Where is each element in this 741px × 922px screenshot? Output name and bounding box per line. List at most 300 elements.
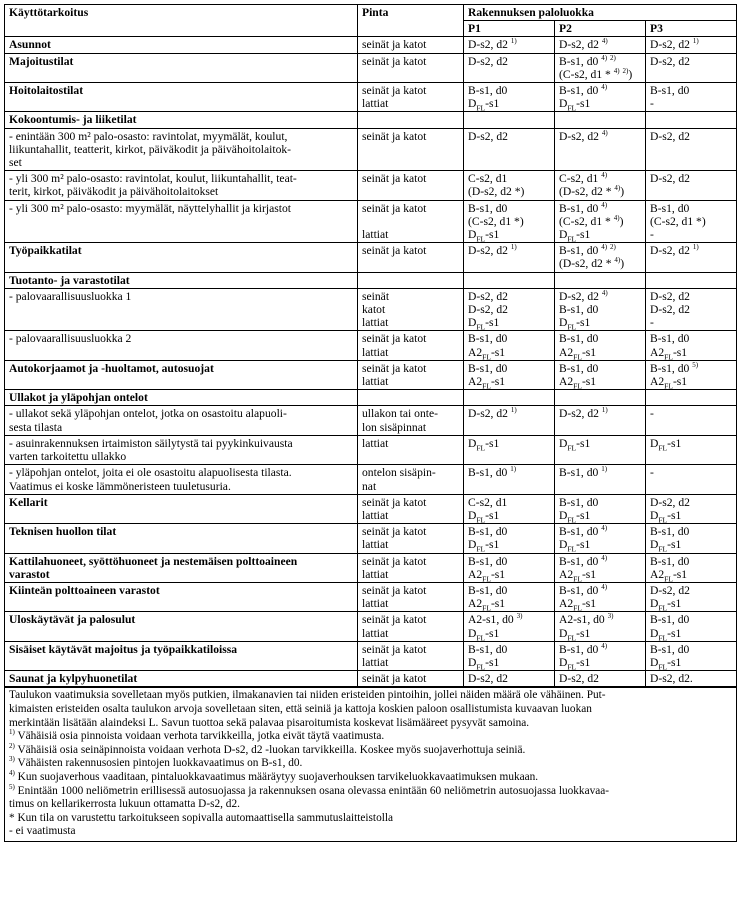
- p3-cell: [646, 272, 737, 288]
- p2-cell: [555, 243, 646, 272]
- p1-cell: [464, 243, 555, 272]
- surface-cell: [358, 200, 464, 243]
- table-row: [5, 128, 737, 171]
- p3-cell-line: D-s2, d2: [650, 54, 690, 68]
- table-row: [5, 671, 737, 687]
- p1-cell: [464, 288, 555, 331]
- p2-cell: [555, 582, 646, 611]
- use-cell: [5, 331, 358, 360]
- p3-cell: [646, 83, 737, 112]
- surface-cell-line: seinät ja katot: [362, 613, 427, 627]
- surface-cell: [358, 671, 464, 687]
- p1-cell-line: $A2_{FL}-s1$: [468, 375, 506, 391]
- p2-cell-line: B-s1, d0 $^{4)}$: [559, 524, 608, 539]
- surface-cell: [358, 83, 464, 112]
- use-cell: [5, 128, 358, 171]
- use-cell-line: Majoitustilat: [9, 54, 74, 68]
- surface-cell: [358, 494, 464, 523]
- p3-cell-line: -: [650, 466, 654, 480]
- surface-cell-line: seinät ja katot: [362, 642, 427, 656]
- p2-cell-line: $D_{FL}-s1$: [559, 316, 591, 332]
- p3-cell: [646, 37, 737, 53]
- use-cell-line: Työpaikkatilat: [9, 244, 82, 258]
- use-cell-line: - ullakot sekä yläpohjan ontelot, jotka on osastoitu alapuoli-: [9, 407, 287, 421]
- p3-cell: [646, 128, 737, 171]
- use-cell-line: sesta tilasta: [9, 420, 63, 434]
- p3-cell-line: $D_{FL}-s1$: [650, 655, 682, 672]
- p1-cell-line: $D_{FL}-s1$: [468, 508, 500, 525]
- p1-cell-line: $D_{FL}-s1$: [468, 538, 500, 554]
- p3-cell: [646, 243, 737, 272]
- p1-cell-line: B-s1, d0: [468, 332, 508, 346]
- p3-cell: [646, 390, 737, 406]
- p2-cell-line: D-s2, d2 $^{4)}$: [559, 128, 608, 143]
- use-cell-line: Vaatimus ei koske lämmöneristeen tuuletusuria.: [9, 479, 231, 493]
- fire-class-table-document: [4, 4, 737, 842]
- p2-cell-line: (D-s2, d2 * $^{4)}$): [559, 184, 625, 199]
- surface-cell-line: seinät ja katot: [362, 495, 427, 509]
- p3-cell-line: $D_{FL}-s1$: [650, 538, 682, 554]
- surface-cell: [358, 171, 464, 200]
- use-cell: [5, 494, 358, 523]
- p1-cell-line: D-s2, d2: [468, 54, 508, 68]
- header-fire-class: Rakennuksen paloluokka: [464, 5, 737, 21]
- use-cell-line: - enintään 300 m² palo-osasto: ravintolat, myymälät, koulut,: [9, 129, 288, 143]
- table-row: [5, 582, 737, 611]
- p1-cell-line: (D-s2, d2 *): [468, 185, 525, 199]
- surface-cell-line: ullakon tai onte-: [362, 407, 438, 421]
- p1-cell-line: $D_{FL}-s1$: [468, 228, 500, 244]
- use-cell-line: Tuotanto- ja varastotilat: [9, 273, 130, 287]
- footnote-line: $^{3)}$ Vähäisten rakennusosien pintojen luokkavaatimus on B-s1, d0.: [9, 755, 303, 770]
- use-cell-line: Hoitolaitostilat: [9, 84, 84, 98]
- table-row: [5, 494, 737, 523]
- use-cell: [5, 53, 358, 82]
- p2-cell: [555, 465, 646, 494]
- p2-cell: [555, 612, 646, 641]
- p3-cell-line: -: [650, 97, 654, 111]
- use-cell: [5, 200, 358, 243]
- p2-cell-line: $D_{FL}-s1$: [559, 508, 591, 525]
- use-cell: [5, 435, 358, 464]
- surface-cell-line: lon sisäpinnat: [362, 420, 427, 434]
- p3-cell-line: D-s2, d2: [650, 495, 690, 509]
- p2-cell: [555, 171, 646, 200]
- p2-cell-line: $D_{FL}-s1$: [559, 538, 591, 554]
- p3-cell-line: D-s2, d2: [650, 303, 690, 317]
- p3-cell-line: $A2_{FL}-s1$: [650, 567, 688, 584]
- footnote-line: kimaisten eristeiden osalta taulukon arvoja sovelletaan siten, että seiniä ja kattoja koskien paloon osallistumista kuvaavan luokan: [9, 702, 592, 715]
- surface-cell-line: seinät: [362, 289, 390, 303]
- p1-cell: [464, 671, 555, 687]
- use-cell-line: - palovaarallisuusluokka 2: [9, 332, 132, 346]
- p1-cell-line: $D_{FL}-s1$: [468, 436, 500, 453]
- p1-cell-line: B-s1, d0: [468, 554, 508, 568]
- footnote-line: * Kun tila on varustettu tarkoitukseen sopivalla automaattisella sammutuslaitteistolla: [9, 811, 394, 824]
- p1-cell-line: D-s2, d2: [468, 672, 508, 686]
- use-cell-line: - yli 300 m² palo-osasto: myymälät, näyttelyhallit ja kirjastot: [9, 201, 291, 215]
- p3-cell: [646, 612, 737, 641]
- surface-cell: [358, 37, 464, 53]
- surface-cell-line: seinät ja katot: [362, 172, 427, 186]
- p2-cell-line: B-s1, d0 $^{1)}$: [559, 465, 608, 480]
- p3-cell: [646, 524, 737, 553]
- p1-cell: [464, 524, 555, 553]
- p1-cell: [464, 612, 555, 641]
- footnote-line: timus on kellarikerrosta lukuun ottamatta D-s2, d2.: [9, 798, 240, 811]
- p3-cell-line: -: [650, 407, 654, 421]
- p1-cell-line: (C-s2, d1 *): [468, 214, 524, 228]
- section-row: [5, 390, 737, 406]
- p2-cell-line: B-s1, d0 $^{4)}$: [559, 83, 608, 98]
- table-row: [5, 612, 737, 641]
- use-cell: [5, 272, 358, 288]
- p3-cell: [646, 200, 737, 243]
- p1-cell-line: $D_{FL}-s1$: [468, 655, 500, 672]
- notes-table: [4, 687, 737, 842]
- p3-cell-line: -: [650, 316, 654, 330]
- surface-cell: [358, 272, 464, 288]
- header-surface: Pinta: [358, 5, 464, 37]
- surface-cell-line: lattiat: [362, 597, 389, 611]
- p3-cell-line: -: [650, 228, 654, 242]
- footnote-line: $^{4)}$ Kun suojaverhous vaaditaan, pintaluokkavaatimus määräytyy suojaverhouksen tarvikeluokkavaatimuksen mukaan.: [9, 769, 539, 783]
- p3-cell-line: B-s1, d0 $^{5)}$: [650, 361, 699, 375]
- p2-cell: [555, 360, 646, 389]
- surface-cell-line: lattiat: [362, 436, 389, 450]
- p3-cell-line: B-s1, d0: [650, 642, 690, 656]
- p2-cell-line: D-s2, d2 $^{4)}$: [559, 289, 608, 303]
- p3-cell: [646, 331, 737, 360]
- p2-cell: [555, 53, 646, 82]
- p2-cell: [555, 112, 646, 128]
- surface-cell-line: lattiat: [362, 97, 389, 111]
- surface-cell: [358, 641, 464, 670]
- p2-cell: [555, 128, 646, 171]
- p3-cell: [646, 406, 737, 435]
- p3-cell-line: D-s2, d2.: [650, 672, 693, 686]
- use-cell-line: Saunat ja kylpyhuonetilat: [9, 672, 138, 686]
- surface-cell-line: seinät ja katot: [362, 361, 427, 375]
- p2-cell: [555, 671, 646, 687]
- p2-cell: [555, 435, 646, 464]
- p1-cell-line: C-s2, d1: [468, 172, 508, 186]
- p2-cell: [555, 83, 646, 112]
- p1-cell: [464, 331, 555, 360]
- footnote-line: $^{1)}$ Vähäisiä osia pinnoista voidaan verhota tarvikkeilla, jotka eivät täytä vaatimusta.: [9, 728, 385, 743]
- table-row: [5, 37, 737, 53]
- p2-cell: [555, 288, 646, 331]
- p1-cell: [464, 128, 555, 171]
- p1-cell-line: $D_{FL}-s1$: [468, 626, 500, 642]
- p1-cell-line: $D_{FL}-s1$: [468, 316, 500, 332]
- use-cell-line: varastot: [9, 567, 50, 581]
- p3-cell-line: $A2_{FL}-s1$: [650, 345, 688, 361]
- p2-cell-line: B-s1, d0: [559, 303, 599, 317]
- use-cell-line: - palovaarallisuusluokka 1: [9, 289, 132, 303]
- section-row: [5, 272, 737, 288]
- p2-cell-line: B-s1, d0 $^{4)}$ $^{2)}$: [559, 53, 616, 68]
- p3-cell: [646, 112, 737, 128]
- p1-cell: [464, 553, 555, 582]
- use-cell-line: Kattilahuoneet, syöttöhuoneet ja nestemäisen polttoaineen: [9, 554, 298, 568]
- surface-cell: [358, 288, 464, 331]
- p2-cell: [555, 406, 646, 435]
- p3-cell: [646, 53, 737, 82]
- use-cell-line: Autokorjaamot ja -huoltamot, autosuojat: [9, 361, 214, 375]
- p1-cell-line: $A2_{FL}-s1$: [468, 345, 506, 361]
- p2-cell-line: $A2_{FL}-s1$: [559, 345, 597, 361]
- p1-cell-line: A2-s1, d0 $^{3)}$: [468, 612, 523, 627]
- p1-cell: [464, 465, 555, 494]
- p1-cell-line: B-s1, d0: [468, 84, 508, 98]
- use-cell-line: set: [9, 156, 22, 170]
- p3-cell-line: $D_{FL}-s1$: [650, 626, 682, 642]
- table-row: [5, 641, 737, 670]
- surface-cell-line: lattiat: [362, 228, 389, 242]
- p3-cell-line: $D_{FL}-s1$: [650, 597, 682, 613]
- surface-cell-line: seinät ja katot: [362, 525, 427, 539]
- use-cell: [5, 390, 358, 406]
- surface-cell-line: lattiat: [362, 655, 389, 669]
- footnote-line: $^{5)}$ Enintään 1000 neliömetrin erillisessä autosuojassa ja rakennuksen osana olevassa enintään 60 neliömetrin autosuojassa luokkavaa-: [9, 782, 610, 797]
- p3-cell: [646, 494, 737, 523]
- use-cell-line: - yli 300 m² palo-osasto: ravintolat, koulut, liikuntahallit, teat-: [9, 172, 297, 186]
- p1-cell: [464, 435, 555, 464]
- p1-cell-line: D-s2, d2: [468, 289, 508, 303]
- p1-cell: [464, 200, 555, 243]
- p2-cell-line: B-s1, d0 $^{4)}$ $^{2)}$: [559, 243, 616, 258]
- p3-cell: [646, 671, 737, 687]
- surface-cell: [358, 612, 464, 641]
- table-row: [5, 171, 737, 200]
- p1-cell: [464, 272, 555, 288]
- surface-cell-line: seinät ja katot: [362, 38, 427, 52]
- use-cell: [5, 465, 358, 494]
- p3-cell-line: $D_{FL}-s1$: [650, 436, 682, 453]
- fire-class-table: [4, 4, 737, 687]
- surface-cell-line: lattiat: [362, 538, 389, 552]
- use-cell-line: Teknisen huollon tilat: [9, 525, 117, 539]
- footnote-line: merkintään lisätään alaindeksi L. Savun tuottoa sekä palavaa pisaroitumista koskevat lisämääreet pysyvät samoina.: [9, 716, 530, 729]
- table-row: [5, 83, 737, 112]
- surface-cell-line: seinät ja katot: [362, 672, 427, 686]
- p2-cell: [555, 524, 646, 553]
- use-cell: [5, 406, 358, 435]
- p2-cell-line: D-s2, d2 $^{4)}$: [559, 37, 608, 52]
- use-cell: [5, 524, 358, 553]
- header-row: [5, 5, 737, 21]
- table-row: [5, 465, 737, 494]
- surface-cell-line: lattiat: [362, 567, 389, 581]
- table-row: [5, 435, 737, 464]
- p2-cell-line: (C-s2, d1 * $^{4)}$ $^{2)}$): [559, 66, 633, 81]
- use-cell-line: Sisäiset käytävät majoitus ja työpaikkatiloissa: [9, 642, 238, 656]
- use-cell: [5, 612, 358, 641]
- surface-cell: [358, 524, 464, 553]
- p2-cell: [555, 200, 646, 243]
- surface-cell: [358, 553, 464, 582]
- p1-cell: [464, 37, 555, 53]
- use-cell: [5, 243, 358, 272]
- surface-cell-line: lattiat: [362, 375, 389, 389]
- p2-cell-line: $A2_{FL}-s1$: [559, 597, 597, 613]
- surface-cell: [358, 465, 464, 494]
- p1-cell-line: $A2_{FL}-s1$: [468, 597, 506, 613]
- notes-row: [5, 688, 737, 842]
- surface-cell-line: katot: [362, 303, 386, 317]
- p1-cell: [464, 83, 555, 112]
- use-cell: [5, 641, 358, 670]
- surface-cell-line: seinät ja katot: [362, 554, 427, 568]
- surface-cell-line: seinät ja katot: [362, 54, 427, 68]
- p1-cell-line: D-s2, d2 $^{1)}$: [468, 406, 517, 421]
- section-row: [5, 112, 737, 128]
- surface-cell-line: seinät ja katot: [362, 201, 427, 215]
- p3-cell: [646, 171, 737, 200]
- use-cell-line: - yläpohjan ontelot, joita ei ole osastoitu alapuolisesta tilasta.: [9, 466, 292, 480]
- p1-cell: [464, 390, 555, 406]
- use-cell-line: Uloskäytävät ja palosulut: [9, 613, 136, 627]
- surface-cell: [358, 360, 464, 389]
- use-cell-line: - asuinrakennuksen irtaimiston säilytystä tai pyykinkuivausta: [9, 436, 293, 450]
- use-cell: [5, 360, 358, 389]
- p3-cell-line: D-s2, d2 $^{1)}$: [650, 243, 699, 258]
- p3-cell-line: (C-s2, d1 *): [650, 214, 706, 228]
- p1-cell-line: $D_{FL}-s1$: [468, 97, 500, 113]
- p2-cell: [555, 331, 646, 360]
- p2-cell-line: B-s1, d0 $^{4)}$: [559, 553, 608, 568]
- use-cell-line: Kokoontumis- ja liiketilat: [9, 113, 137, 127]
- header-p2: P2: [555, 21, 646, 37]
- p2-cell-line: $D_{FL}-s1$: [559, 436, 591, 453]
- p2-cell-line: (C-s2, d1 * $^{4)}$): [559, 213, 624, 228]
- footnote-line: Taulukon vaatimuksia sovelletaan myös putkien, ilmakanavien tai niiden eristeiden pintoihin, jollei näiden määrä ole vähäinen. Put-: [9, 689, 606, 702]
- p1-cell-line: D-s2, d2: [468, 129, 508, 143]
- surface-cell: [358, 582, 464, 611]
- p1-cell: [464, 112, 555, 128]
- table-row: [5, 406, 737, 435]
- use-cell-line: terit, kirkot, päiväkodit ja päivähoitolaitokset: [9, 185, 219, 199]
- use-cell: [5, 112, 358, 128]
- use-cell: [5, 83, 358, 112]
- surface-cell: [358, 331, 464, 360]
- p3-cell-line: B-s1, d0: [650, 554, 690, 568]
- p3-cell-line: $A2_{FL}-s1$: [650, 375, 688, 391]
- p1-cell: [464, 582, 555, 611]
- p1-cell: [464, 406, 555, 435]
- p1-cell-line: B-s1, d0: [468, 525, 508, 539]
- use-cell-line: Kellarit: [9, 495, 48, 509]
- p2-cell: [555, 272, 646, 288]
- p2-cell-line: B-s1, d0 $^{4)}$: [559, 200, 608, 215]
- use-cell-line: varten tarkoitettu ullakko: [9, 450, 127, 464]
- table-row: [5, 331, 737, 360]
- surface-cell: [358, 128, 464, 171]
- p1-cell-line: $A2_{FL}-s1$: [468, 567, 506, 584]
- use-cell: [5, 582, 358, 611]
- use-cell: [5, 288, 358, 331]
- table-row: [5, 243, 737, 272]
- p1-cell: [464, 53, 555, 82]
- footnote-line: - ei vaatimusta: [9, 825, 76, 838]
- surface-cell: [358, 435, 464, 464]
- p3-cell-line: D-s2, d2: [650, 583, 690, 597]
- p2-cell-line: B-s1, d0: [559, 332, 599, 346]
- p3-cell-line: B-s1, d0: [650, 201, 690, 215]
- notes-cell: [5, 688, 737, 842]
- p3-cell: [646, 288, 737, 331]
- footnote-line: $^{2)}$ Vähäisiä osia seinäpinnoista voidaan verhota D-s2, d2 -luokan tarvikkeilla. Koskee myös suojaverhottuja seiniä.: [9, 741, 526, 756]
- p3-cell-line: D-s2, d2: [650, 129, 690, 143]
- p1-cell: [464, 171, 555, 200]
- p2-cell-line: B-s1, d0: [559, 361, 599, 375]
- p3-cell-line: B-s1, d0: [650, 613, 690, 627]
- p1-cell-line: B-s1, d0: [468, 361, 508, 375]
- p2-cell-line: B-s1, d0: [559, 495, 599, 509]
- use-cell: [5, 37, 358, 53]
- p1-cell-line: D-s2, d2 $^{1)}$: [468, 37, 517, 52]
- use-cell-line: Kiinteän polttoaineen varastot: [9, 583, 160, 597]
- table-row: [5, 524, 737, 553]
- use-cell-line: Asunnot: [9, 38, 51, 52]
- p2-cell: [555, 37, 646, 53]
- p2-cell: [555, 553, 646, 582]
- p2-cell-line: $D_{FL}-s1$: [559, 655, 591, 672]
- p2-cell-line: $D_{FL}-s1$: [559, 228, 591, 244]
- p1-cell-line: B-s1, d0 $^{1)}$: [468, 465, 517, 480]
- p2-cell: [555, 641, 646, 670]
- p1-cell-line: B-s1, d0: [468, 201, 508, 215]
- table-row: [5, 553, 737, 582]
- p2-cell-line: $D_{FL}-s1$: [559, 97, 591, 113]
- surface-cell-line: seinät ja katot: [362, 244, 427, 258]
- p2-cell-line: B-s1, d0 $^{4)}$: [559, 583, 608, 597]
- surface-cell-line: seinät ja katot: [362, 332, 427, 346]
- p3-cell-line: B-s1, d0: [650, 84, 690, 98]
- p2-cell-line: B-s1, d0 $^{4)}$: [559, 641, 608, 656]
- p3-cell: [646, 641, 737, 670]
- header-p1: P1: [464, 21, 555, 37]
- p3-cell-line: D-s2, d2 $^{1)}$: [650, 37, 699, 52]
- p2-cell: [555, 390, 646, 406]
- p2-cell-line: $A2_{FL}-s1$: [559, 375, 597, 391]
- surface-cell: [358, 243, 464, 272]
- p3-cell-line: D-s2, d2: [650, 289, 690, 303]
- surface-cell-line: lattiat: [362, 316, 389, 330]
- p2-cell: [555, 494, 646, 523]
- p3-cell: [646, 360, 737, 389]
- surface-cell: [358, 53, 464, 82]
- p3-cell: [646, 553, 737, 582]
- p1-cell: [464, 494, 555, 523]
- surface-cell-line: ontelon sisäpin-: [362, 466, 436, 480]
- header-use: Käyttötarkoitus: [5, 5, 358, 37]
- p3-cell-line: B-s1, d0: [650, 525, 690, 539]
- surface-cell-line: seinät ja katot: [362, 129, 427, 143]
- use-cell: [5, 671, 358, 687]
- p3-cell: [646, 435, 737, 464]
- surface-cell-line: nat: [362, 479, 377, 493]
- surface-cell-line: [362, 215, 460, 228]
- surface-cell: [358, 406, 464, 435]
- p2-cell-line: A2-s1, d0 $^{3)}$: [559, 612, 614, 627]
- p3-cell-line: B-s1, d0: [650, 332, 690, 346]
- p1-cell-line: C-s2, d1: [468, 495, 508, 509]
- surface-cell-line: lattiat: [362, 626, 389, 640]
- use-cell-line: Ullakot ja yläpohjan ontelot: [9, 391, 148, 405]
- header-p3: P3: [646, 21, 737, 37]
